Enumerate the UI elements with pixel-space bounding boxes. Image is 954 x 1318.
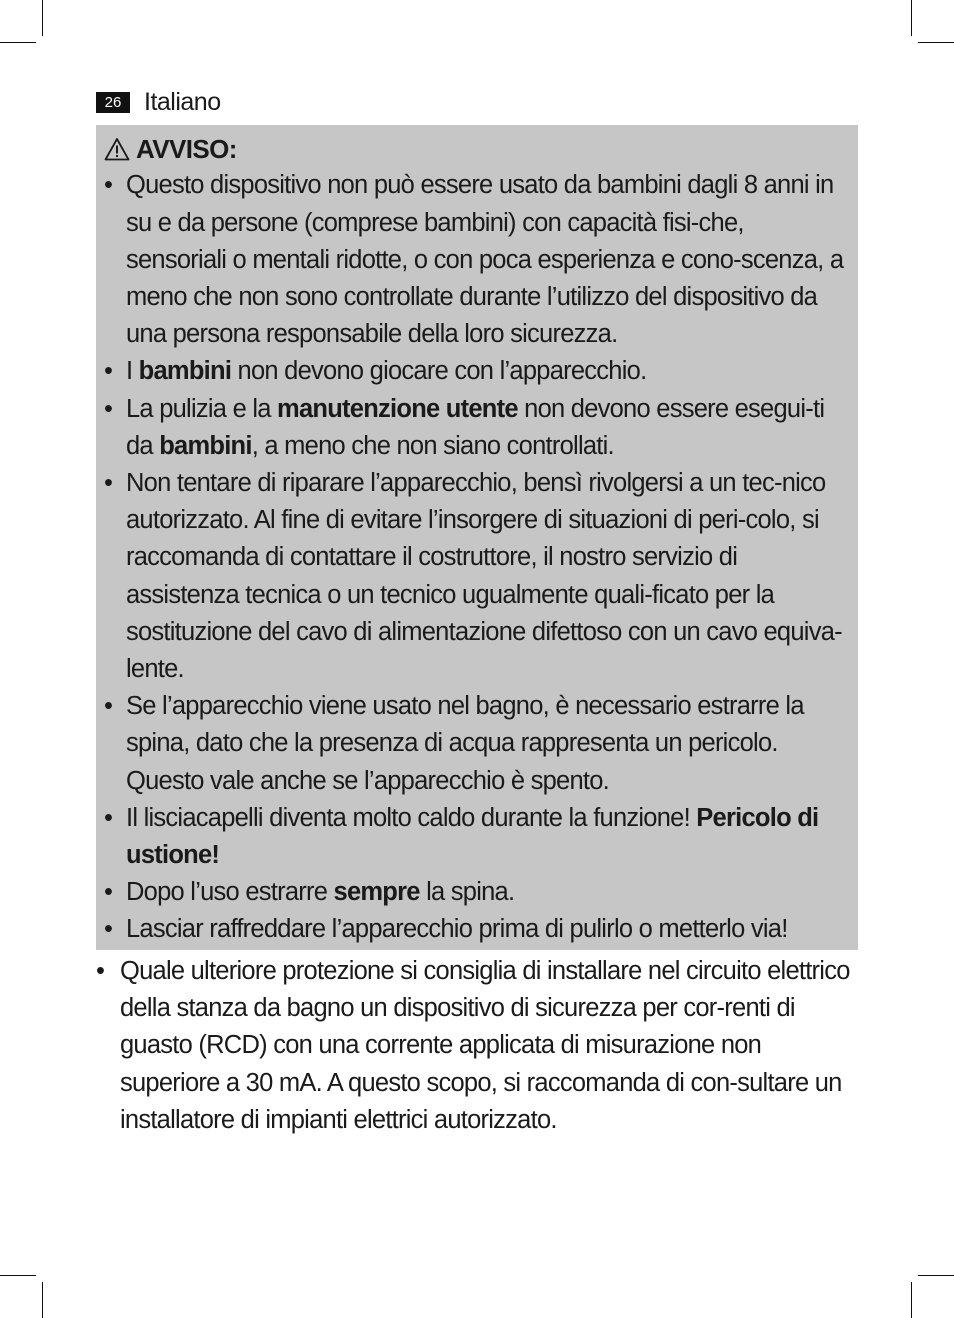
item-text: , a meno che non siano controllati. (251, 431, 614, 460)
warning-box (96, 125, 858, 950)
bullet: • (104, 357, 113, 386)
list-item (104, 167, 848, 353)
list-item (104, 353, 848, 390)
bullet: • (104, 915, 113, 944)
list-item (104, 465, 848, 688)
warning-list (104, 167, 848, 948)
item-text: non devono essere esegui-ti da (126, 394, 825, 460)
bullet: • (104, 692, 113, 721)
item-text: Questo dispositivo non può essere usato da bambini dagli 8 anni in su e da persone (comprese bambini) con capacità fisi-che, sensoriali o mentali ridotte, o con poca esperienza e cono-scenza, a meno che non sono controllate durante l’utilizzo del dispositivo da una persona responsabile della loro sicurezza. (126, 171, 844, 349)
bullet: • (104, 878, 113, 907)
item-bold-text: Pericolo di ustione! (126, 803, 819, 870)
list-item (104, 874, 848, 911)
item-text: la spina. (419, 878, 515, 907)
bullet: • (96, 957, 105, 985)
crop-mark (42, 1282, 43, 1318)
warning-title-text: AVVISO: (136, 134, 237, 164)
list-item (104, 911, 848, 948)
section-language: Italiano (144, 88, 221, 116)
item-text: I (126, 357, 139, 386)
page-number: 26 (96, 92, 130, 113)
warning-triangle-icon (104, 137, 130, 161)
item-bold-text: sempre (333, 878, 420, 907)
bullet: • (104, 394, 113, 423)
list-item (104, 800, 848, 874)
item-text: Quale ulteriore protezione si consiglia di installare nel circuito elettrico della stanza da bagno un dispositivo di sicurezza per cor-renti di guasto (RCD) con una corrente applicata di misurazione non superiore a 30 mA. A questo scopo, si raccomanda di con-sultare un installatore di impianti elettrici autorizzato. (120, 957, 850, 1134)
list-item (104, 391, 848, 465)
item-text: Se l’apparecchio viene usato nel bagno, è necessario estrarre la spina, dato che la presenza di acqua rappresenta un pericolo. Questo vale anche se l’apparecchio è spento. (126, 692, 804, 795)
item-text: Lasciar raffreddare l’apparecchio prima di pulirlo o metterlo via! (126, 915, 788, 944)
crop-mark (0, 42, 36, 43)
list-item (104, 688, 848, 800)
item-text: Il lisciacapelli diventa molto caldo durante la funzione! (126, 803, 697, 832)
crop-mark (911, 1282, 912, 1318)
crop-mark (0, 1275, 36, 1276)
crop-mark (911, 0, 912, 36)
item-bold-text: bambini (138, 357, 232, 386)
bullet: • (104, 803, 113, 832)
notes-list (96, 953, 862, 1139)
item-text: La pulizia e la (126, 394, 278, 423)
bullet: • (104, 469, 113, 498)
list-item (96, 953, 862, 1139)
item-text: non devono giocare con l’apparecchio. (231, 357, 647, 386)
warning-title (104, 131, 848, 167)
crop-mark (918, 42, 954, 43)
item-text: Non tentare di riparare l’apparecchio, bensì rivolgersi a un tec-nico autorizzato. Al fine di evitare l’insorgere di situazioni di peri-colo, si raccomanda di contattare il costruttore, il nostro servizio di assistenza tecnica o un tecnico ugualmente quali-ficato per la sostituzione del cavo di alimentazione difettoso con un cavo equiva-lente. (126, 469, 842, 684)
crop-mark (42, 0, 43, 36)
item-bold-text: manutenzione utente (277, 394, 518, 423)
crop-mark (918, 1275, 954, 1276)
bullet: • (104, 171, 113, 200)
item-text: Dopo l’uso estrarre (126, 878, 334, 907)
item-bold-text: bambini (159, 431, 252, 460)
page-header (96, 88, 221, 117)
